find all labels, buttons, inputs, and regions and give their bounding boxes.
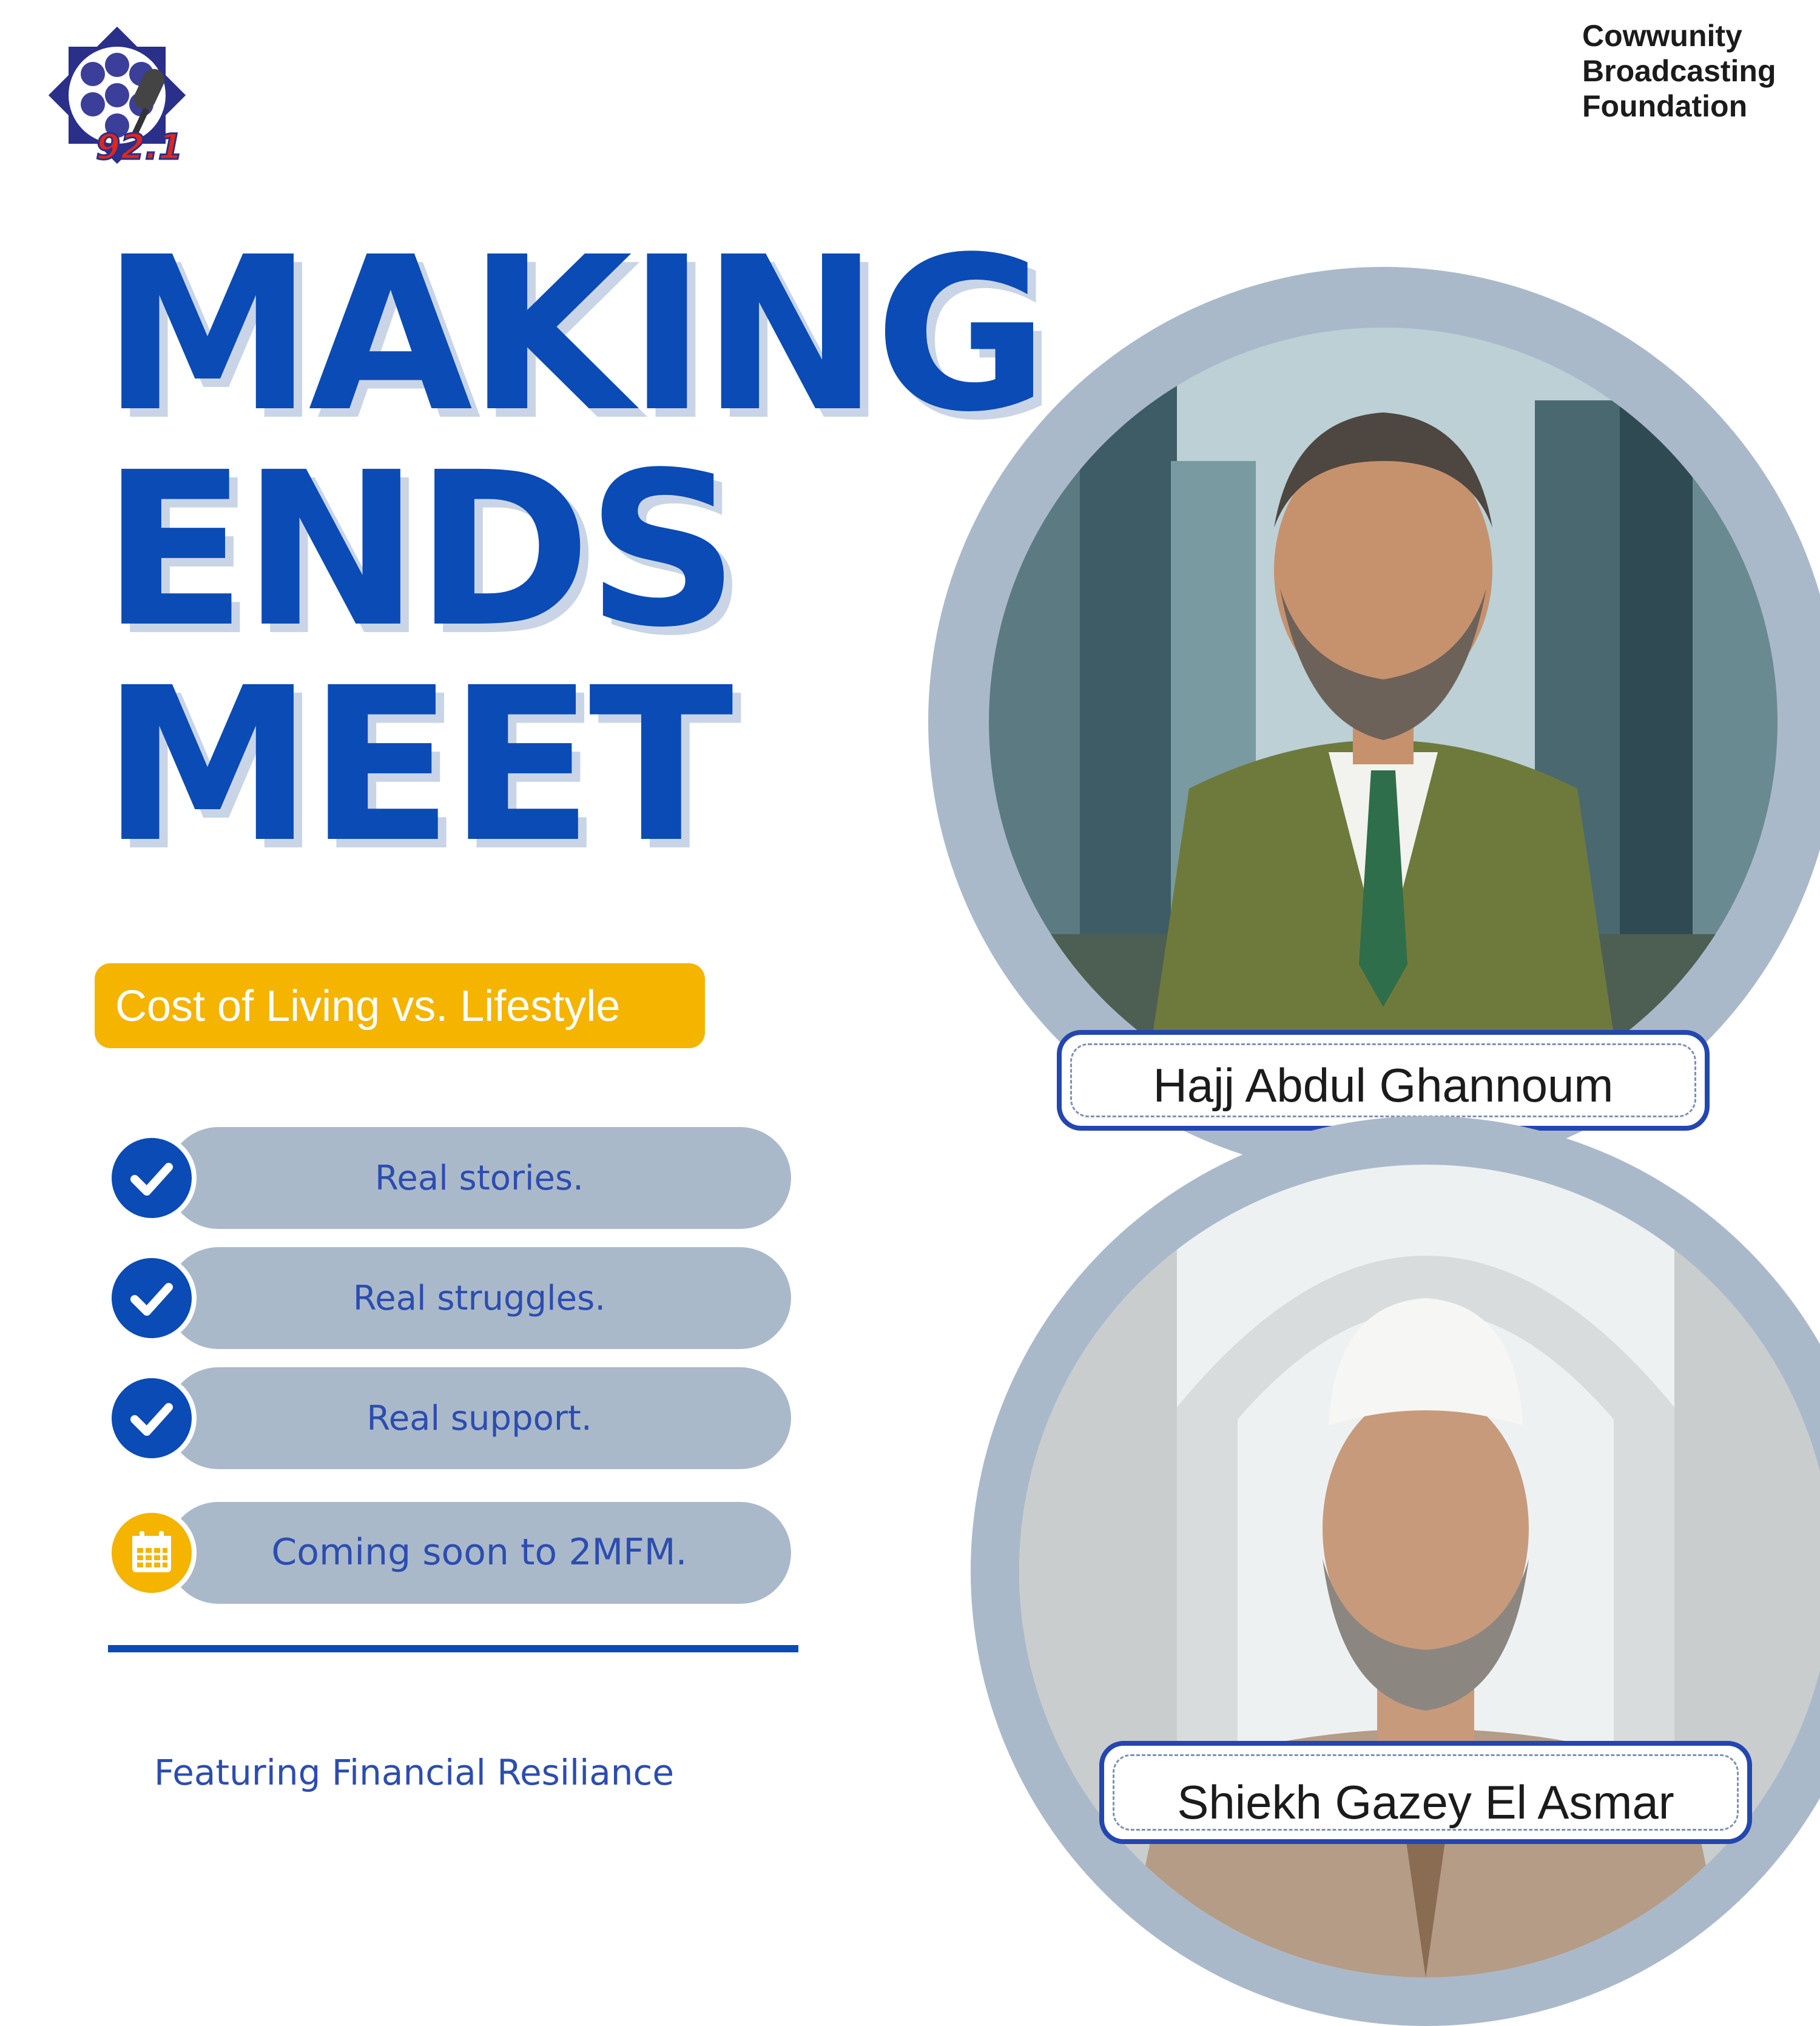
page-title (102, 211, 1044, 889)
subtitle-badge (95, 963, 705, 1048)
guest-name-tag (1057, 1030, 1710, 1131)
logo-frequency: 92.1 (96, 126, 183, 167)
feature-label: Real struggles. (352, 1279, 606, 1318)
guest-name: Hajj Abdul Ghannoum (1153, 1058, 1614, 1112)
station-logo (35, 13, 199, 177)
guest-photo (989, 328, 1778, 1116)
feature-item (107, 1367, 791, 1469)
feature-item (107, 1127, 791, 1229)
title-line: MEET (102, 642, 729, 889)
title-line: ENDS (102, 426, 735, 674)
featuring-text: Featuring Financial Resiliance (154, 1752, 675, 1793)
feature-label: Real support. (366, 1399, 592, 1438)
feature-item (107, 1247, 791, 1349)
divider (108, 1645, 798, 1652)
feature-label: Coming soon to 2MFM. (271, 1531, 687, 1573)
title-line: MAKING (102, 211, 1044, 459)
guest-name-tag (1099, 1741, 1752, 1844)
guest-name: Shiekh Gazey El Asmar (1177, 1775, 1674, 1829)
feature-label: Real stories. (375, 1159, 584, 1198)
subtitle-text: Cost of Living vs. Lifestyle (115, 982, 621, 1031)
feature-item (107, 1502, 791, 1604)
sponsor-line: Foundation (1582, 89, 1748, 123)
guest-photo (1019, 1165, 1820, 1977)
sponsor-line: Broadcasting (1582, 54, 1776, 88)
sponsor-name (1582, 18, 1782, 124)
sponsor-line: Cowwunity (1582, 19, 1742, 53)
